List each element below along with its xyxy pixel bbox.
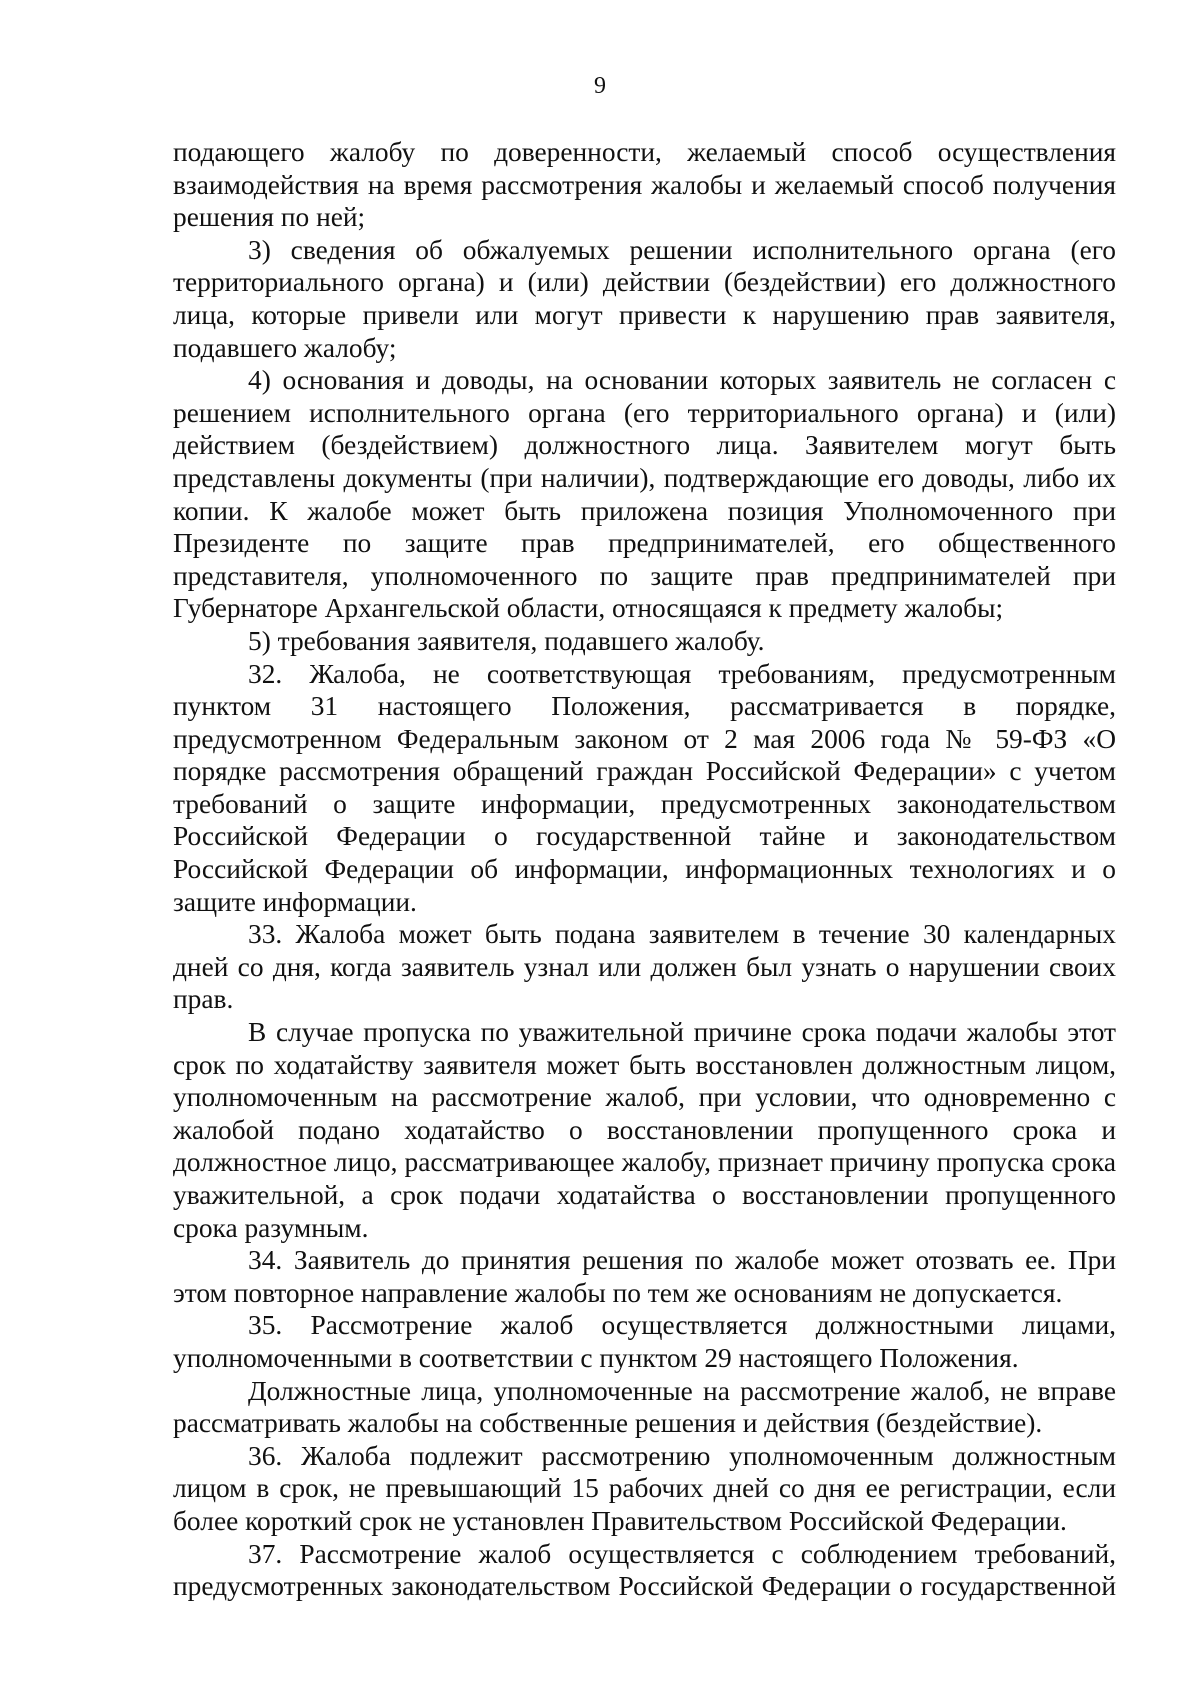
paragraph: 4) основания и доводы, на основании которых заявитель не согласен с решением исполнительного органа (его территориального органа) и (или) действием (бездействием) должностного лица. Заявителем могут быть представлены документы (при наличии), подтверждающие его доводы, либо их копии. К жалобе может быть приложена позиция Уполномоченного при Президенте по защите прав предпринимателей, его общественного представителя, уполномоченного по защите прав предпринимателей при Губернаторе Архангельской области, относящаяся к предмету жалобы; xyxy=(173,365,1116,624)
paragraph: подающего жалобу по доверенности, желаемый способ осуществления взаимодействия на время рассмотрения жалобы и желаемый способ получения решения по ней; xyxy=(173,137,1116,233)
paragraph: 5) требования заявителя, подавшего жалобу. xyxy=(248,625,765,656)
paragraph: 32. Жалоба, не соответствующая требованиям, предусмотренным пунктом 31 настоящего Положения, рассматривается в порядке, предусмотренном Федеральным законом от 2 мая 2006 года № 59-ФЗ «О порядке рассмотрения обращений граждан Российской Федерации» с учетом требований о защите информации, предусмотренных законодательством Российской Федерации о государственной тайне и законодательством Российской Федерации об информации, информационных технологиях и о защите информации. xyxy=(173,658,1116,917)
paragraph: В случае пропуска по уважительной причине срока подачи жалобы этот срок по ходатайству заявителя может быть восстановлен должностным лицом, уполномоченным на рассмотрение жалоб, при условии, что одновременно с жалобой подано ходатайство о восстановлении пропущенного срока и должностное лицо, рассматривающее жалобу, признает причину пропуска срока уважительной, а срок подачи ходатайства о восстановлении пропущенного срока разумным. xyxy=(173,1017,1116,1243)
body-text xyxy=(173,136,1116,1603)
paragraph: Должностные лица, уполномоченные на рассмотрение жалоб, не вправе рассматривать жалобы на собственные решения и действия (бездействие). xyxy=(173,1375,1116,1439)
paragraph: 34. Заявитель до принятия решения по жалобе может отозвать ее. При этом повторное направление жалобы по тем же основаниям не допускается. xyxy=(173,1245,1116,1308)
page-number: 9 xyxy=(594,73,606,99)
paragraph: 36. Жалоба подлежит рассмотрению уполномоченным должностным лицом в срок, не превышающий 15 рабочих дней со дня ее регистрации, если более короткий срок не установлен Правительством Российской Федерации. xyxy=(173,1440,1116,1536)
paragraph: 35. Рассмотрение жалоб осуществляется должностными лицами, уполномоченными в соответствии с пунктом 29 настоящего Положения. xyxy=(173,1310,1116,1373)
paragraph: 37. Рассмотрение жалоб осуществляется с соблюдением требований, предусмотренных законодательством Российской Федерации о государственной xyxy=(173,1538,1116,1602)
paragraph: 33. Жалоба может быть подана заявителем в течение 30 календарных дней со дня, когда заявитель узнал или должен был узнать о нарушении своих прав. xyxy=(173,919,1116,1015)
paragraph: 3) сведения об обжалуемых решении исполнительного органа (его территориального органа) и (или) действии (бездействии) его должностного лица, которые привели или могут привести к нарушению прав заявителя, подавшего жалобу; xyxy=(173,234,1116,363)
